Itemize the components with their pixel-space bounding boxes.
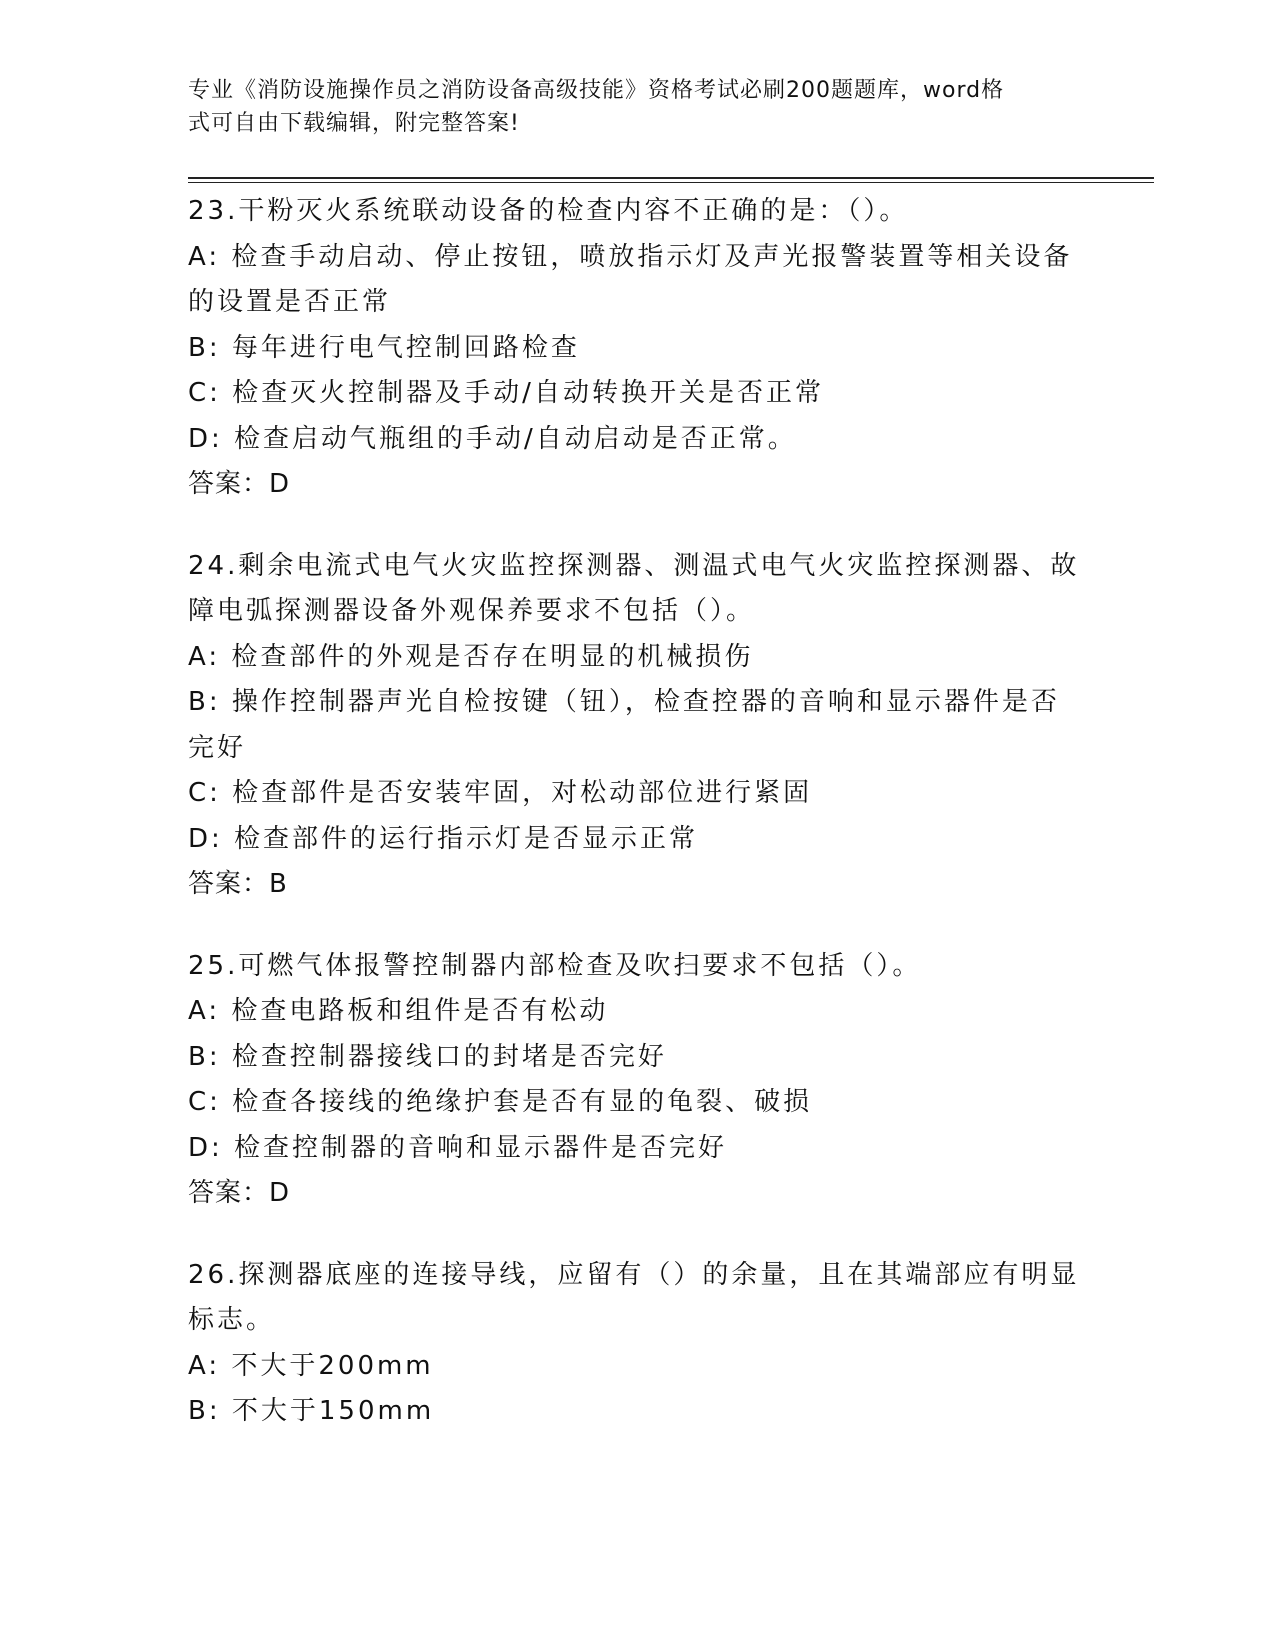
option-c: C: 检查灭火控制器及手动/自动转换开关是否正常 bbox=[188, 378, 824, 408]
question-23 bbox=[188, 189, 1088, 508]
question-24 bbox=[188, 544, 1088, 908]
question-stem: 26.探测器底座的连接导线，应留有（）的余量，且在其端部应有明显 bbox=[188, 1259, 1080, 1290]
header-line-2: 式可自由下载编辑，附完整答案! bbox=[188, 111, 520, 136]
option-a: A: 检查电路板和组件是否有松动 bbox=[188, 996, 609, 1026]
option-a: A: 检查部件的外观是否存在明显的机械损伤 bbox=[188, 641, 754, 672]
option-b: B: 不大于150mm bbox=[188, 1396, 435, 1426]
answer: 答案：B bbox=[188, 869, 288, 899]
question-stem-continued: 标志。 bbox=[188, 1305, 276, 1335]
question-stem: 24.剩余电流式电气火灾监控探测器、测温式电气火灾监控探测器、故 bbox=[188, 550, 1080, 581]
option-a: A: 不大于200mm bbox=[188, 1350, 434, 1381]
option-b: B: 每年进行电气控制回路检查 bbox=[188, 332, 580, 363]
header-divider-thick bbox=[188, 177, 1154, 179]
question-stem: 23.干粉灭火系统联动设备的检查内容不正确的是：（）。 bbox=[188, 196, 909, 226]
option-b: B: 操作控制器声光自检按键（钮），检查控器的音响和显示器件是否 bbox=[188, 687, 1060, 717]
option-a-continued: 的设置是否正常 bbox=[188, 287, 392, 317]
document-header bbox=[188, 74, 1068, 140]
option-c: C: 检查各接线的绝缘护套是否有显的龟裂、破损 bbox=[188, 1087, 813, 1117]
question-stem: 25.可燃气体报警控制器内部检查及吹扫要求不包括（）。 bbox=[188, 950, 922, 981]
option-a: A: 检查手动启动、停止按钮，喷放指示灯及声光报警装置等相关设备 bbox=[188, 241, 1073, 272]
question-26 bbox=[188, 1253, 1088, 1435]
option-d: D: 检查部件的运行指示灯是否显示正常 bbox=[188, 823, 699, 854]
question-stem-continued: 障电弧探测器设备外观保养要求不包括（）。 bbox=[188, 596, 756, 626]
header-divider-thin bbox=[188, 182, 1154, 183]
answer: 答案：D bbox=[188, 1178, 291, 1208]
option-c: C: 检查部件是否安装牢固，对松动部位进行紧固 bbox=[188, 778, 813, 808]
answer: 答案：D bbox=[188, 469, 291, 499]
option-d: D: 检查启动气瓶组的手动/自动启动是否正常。 bbox=[188, 423, 797, 454]
header-line-1: 专业《消防设施操作员之消防设备高级技能》资格考试必刷200题题库，word格 bbox=[188, 78, 1005, 103]
question-25 bbox=[188, 944, 1088, 1217]
question-list bbox=[188, 189, 1088, 1471]
option-d: D: 检查控制器的音响和显示器件是否完好 bbox=[188, 1132, 728, 1163]
option-b-continued: 完好 bbox=[188, 732, 247, 763]
option-b: B: 检查控制器接线口的封堵是否完好 bbox=[188, 1041, 667, 1072]
